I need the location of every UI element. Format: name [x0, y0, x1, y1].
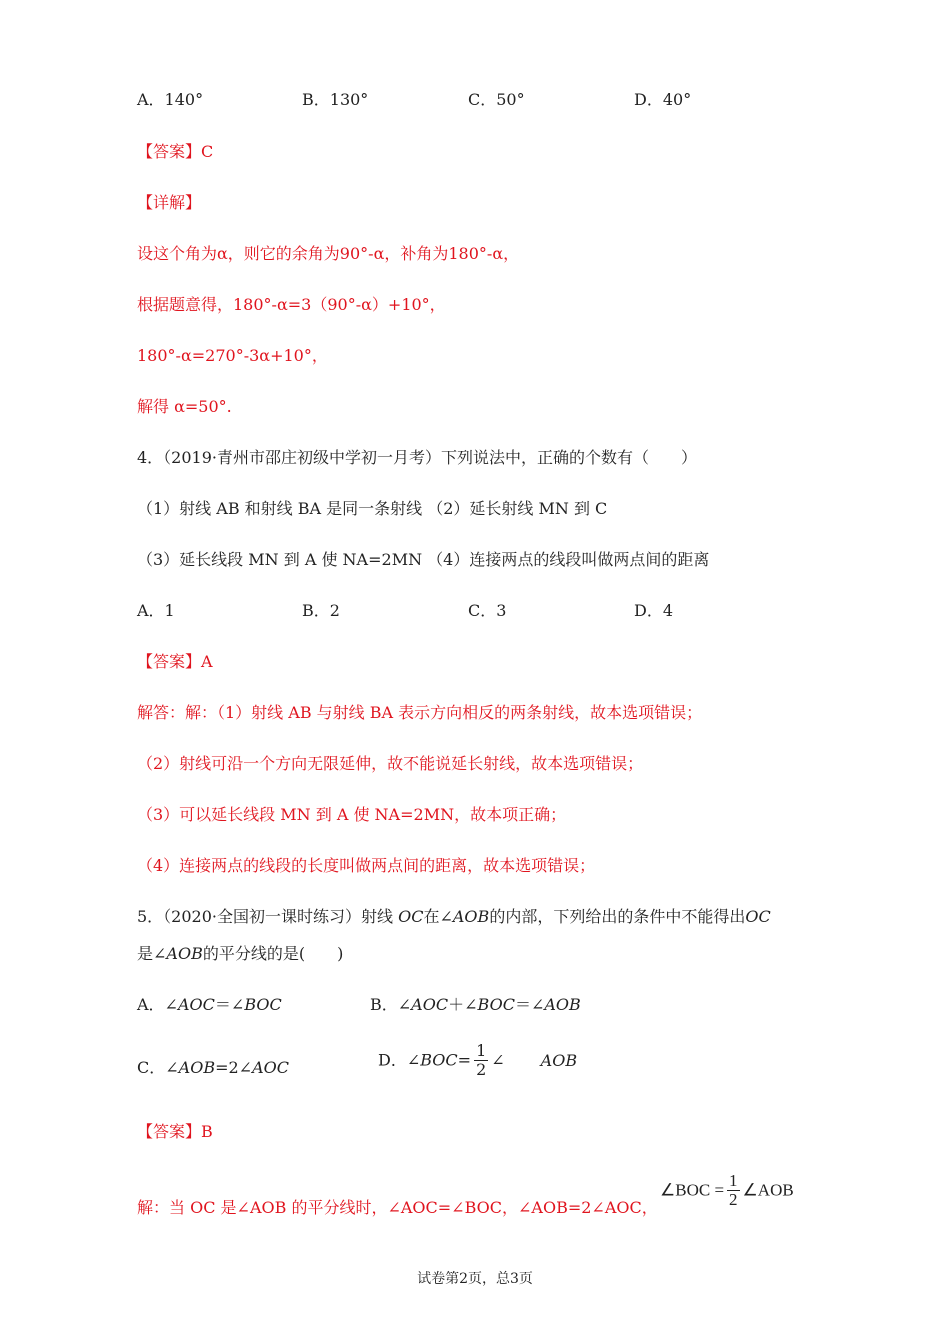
q3-answer: [137, 142, 213, 162]
q3-option-a: A．140°: [137, 90, 204, 109]
math: AOB: [540, 1050, 578, 1070]
opt-text: C．∠: [137, 1058, 179, 1077]
math: AOB: [178, 1058, 216, 1077]
fraction-half: [474, 1042, 488, 1079]
q5-option-a: [137, 995, 282, 1015]
math: AOB: [544, 995, 581, 1014]
q4-statement-2: （3）延长线段 MN 到 A 使 NA=2MN （4）连接两点的线段叫做两点间的距离: [137, 550, 710, 569]
q5-option-b: [370, 995, 581, 1015]
q5-stem-line-2: [137, 944, 343, 964]
opt-text: A．∠: [137, 995, 178, 1014]
math-aob: AOB: [166, 944, 203, 963]
q5-solution-formula: [660, 1172, 794, 1209]
opt-text: =2∠: [215, 1058, 253, 1077]
math-oc: OC: [398, 907, 424, 926]
opt-text: ＝∠: [214, 995, 245, 1014]
q3-option-b: B．130°: [302, 90, 369, 109]
opt-text: D．∠: [378, 1050, 421, 1070]
answer-label: 【答案】: [137, 652, 202, 671]
q4-solution-3: （3）可以延长线段 MN 到 A 使 NA=2MN，故本项正确；: [137, 805, 567, 824]
answer-value: B: [201, 1122, 213, 1141]
q4-stem: 4．（2019·青州市邵庄初级中学初一月考）下列说法中，正确的个数有（ ）: [137, 448, 697, 467]
q3-step-4: 解得 α=50°.: [137, 397, 232, 416]
opt-text: =: [457, 1050, 472, 1070]
fraction-half: [727, 1172, 740, 1209]
denominator: 2: [476, 1060, 487, 1079]
math: BOC: [420, 1050, 458, 1070]
q4-option-a: A．1: [137, 601, 175, 620]
q3-step-1: 设这个角为α，则它的余角为90°-α，补角为180°-α，: [137, 244, 520, 263]
numerator: 1: [729, 1171, 738, 1190]
q4-answer: [137, 652, 213, 672]
q5-solution: 解：当 OC 是∠AOB 的平分线时，∠AOC=∠BOC，∠AOB=2∠AOC，: [137, 1198, 658, 1217]
opt-text: ＋∠: [448, 995, 478, 1014]
q4-statement-1: （1）射线 AB 和射线 BA 是同一条射线 （2）延长射线 MN 到 C: [137, 499, 608, 518]
q3-option-d: D．40°: [634, 90, 692, 109]
answer-value: C: [201, 142, 214, 161]
q5-stem-text: 是∠: [137, 944, 167, 963]
answer-label: 【答案】: [137, 1122, 202, 1141]
q4-solution-1: 解答：解：（1）射线 AB 与射线 BA 表示方向相反的两条射线，故本选项错误；: [137, 703, 703, 722]
math: AOC: [177, 995, 215, 1014]
numerator: 1: [476, 1041, 487, 1060]
math-aob: AOB: [452, 907, 490, 926]
q3-step-3: 180°-α=270°-3α+10°，: [137, 346, 328, 365]
q5-stem-line-1: [137, 907, 771, 927]
math: AOC: [411, 995, 449, 1014]
q4-solution-2: （2）射线可沿一个方向无限延伸，故不能说延长射线，故本选项错误；: [137, 754, 644, 773]
q4-option-d: D．4: [634, 601, 674, 620]
q3-detail-label: 【详解】: [137, 193, 202, 212]
math: AOC: [252, 1058, 290, 1077]
opt-text: ＝∠: [514, 995, 545, 1014]
math: BOC: [244, 995, 282, 1014]
q5-option-d: [378, 1042, 577, 1079]
angle-symbol: ∠: [491, 1050, 505, 1070]
q4-option-b: B．2: [302, 601, 340, 620]
q5-stem-text: 的平分线的是( ): [202, 944, 344, 963]
formula-right: ∠AOB: [742, 1180, 794, 1200]
q4-solution-4: （4）连接两点的线段的长度叫做两点间的距离，故本选项错误；: [137, 856, 596, 875]
q3-step-2: 根据题意得，180°-α=3（90°-α）+10°，: [137, 295, 446, 314]
q5-stem-text: 5．（2020·全国初一课时练习）射线: [137, 907, 393, 926]
denominator: 2: [729, 1190, 738, 1209]
page-footer: 试卷第2页，总3页: [417, 1271, 533, 1287]
q5-stem-text: 的内部，下列给出的条件中不能得出: [489, 907, 746, 926]
formula-left: ∠BOC =: [660, 1180, 725, 1200]
q5-option-c: [137, 1058, 289, 1078]
q4-option-c: C．3: [468, 601, 507, 620]
math-oc: OC: [745, 907, 771, 926]
answer-label: 【答案】: [137, 142, 202, 161]
q5-stem-text: 在∠: [423, 907, 453, 926]
opt-text: B．∠: [370, 995, 412, 1014]
q3-option-c: C．50°: [468, 90, 525, 109]
q5-answer: [137, 1122, 213, 1142]
math: BOC: [477, 995, 515, 1014]
answer-value: A: [201, 652, 213, 671]
